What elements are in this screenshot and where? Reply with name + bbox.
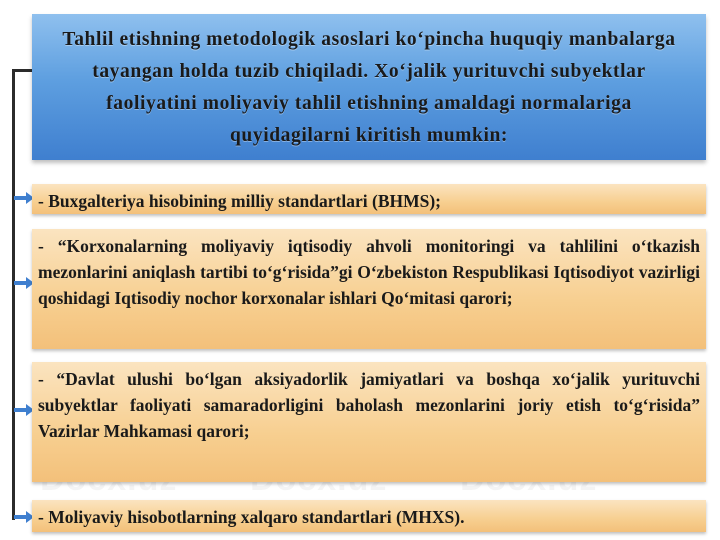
list-item xyxy=(32,229,706,349)
list-item-text: - Moliyaviy hisobotlarning xalqaro standartlari (MHXS). xyxy=(38,507,465,527)
connector-line-top xyxy=(12,69,34,72)
list-item-text: - Buxgalteriya hisobining milliy standartlari (BHMS); xyxy=(38,191,442,211)
arrow-right-icon xyxy=(14,405,34,415)
list-item-text: - “Davlat ulushi bo‘lgan aksiyadorlik jamiyatlari va boshqa xo‘jalik yurituvchi subyektlar faoliyati samaradorligini baholash mezonlarini joriy etish to‘g‘risida” Vazirlar Mahkamasi qarori; xyxy=(38,369,700,441)
connector-line xyxy=(12,70,15,520)
arrow-right-icon xyxy=(14,278,34,288)
arrow-right-icon xyxy=(14,193,34,203)
arrow-right-icon xyxy=(14,512,34,522)
list-item xyxy=(32,184,706,214)
list-item-text: - “Korxonalarning moliyaviy iqtisodiy ahvoli monitoringi va tahlilini o‘tkazish mezonlarini aniqlash tartibi to‘g‘risida”gi O‘zbekiston Respublikasi Iqtisodiyot vazirligi qoshidagi Iqtisodiy nochor korxonalar ishlari Qo‘mitasi qarori; xyxy=(38,236,700,308)
list-item xyxy=(32,500,706,532)
list-item xyxy=(32,362,706,482)
header-box xyxy=(32,14,706,160)
header-text: Tahlil etishning metodologik asoslari ko‘pincha huquqiy manbalarga tayangan holda tuzib chiqiladi. Xo‘jalik yurituvchi subyektlar faoliyatini moliyaviy tahlil etishning amaldagi normalariga quyidagilarni kiritish mumkin: xyxy=(62,29,676,146)
